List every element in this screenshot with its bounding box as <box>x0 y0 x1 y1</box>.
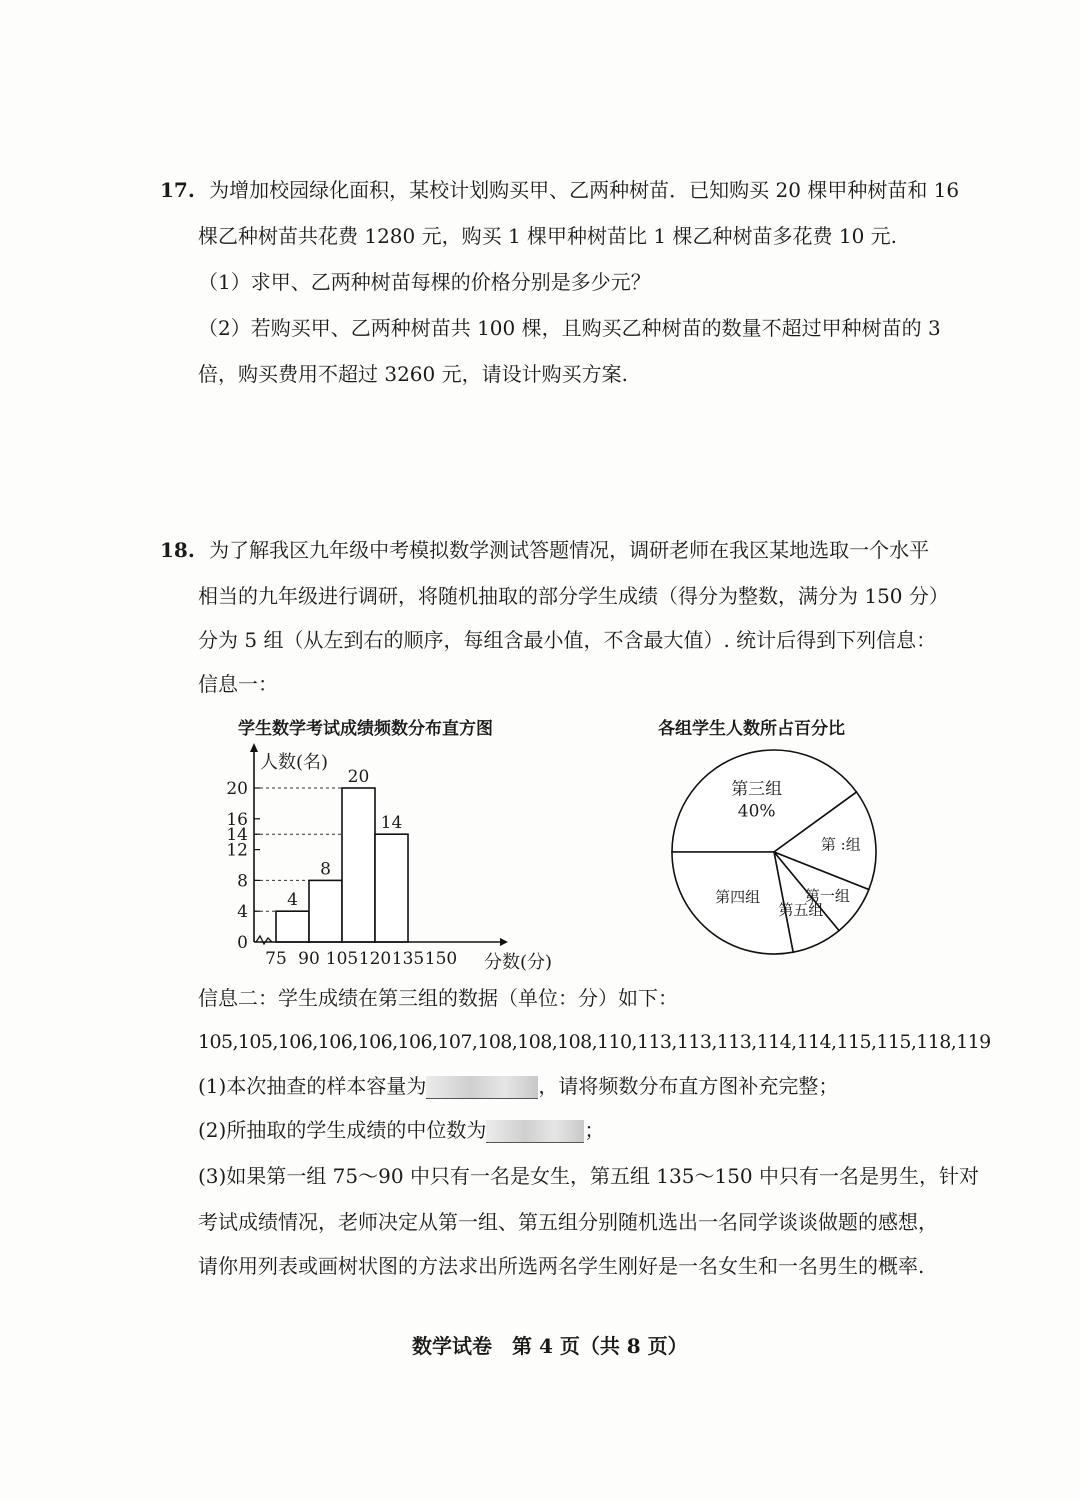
q17-number: 17. <box>160 178 195 202</box>
x-tick-label: 120 <box>358 949 392 969</box>
q18-line-1 <box>160 538 929 562</box>
q18-stem-3: 分为 5 组（从左到右的顺序，每组含最小值，不含最大值）. 统计后得到下列信息： <box>198 628 937 652</box>
pie-slice-label: 第 :组 <box>820 835 861 854</box>
histogram-chart <box>220 740 580 975</box>
bar-value-label: 20 <box>347 767 370 787</box>
q18-stem-1: 为了解我区九年级中考模拟数学测试答题情况，调研老师在我区某地选取一个水平 <box>209 538 930 562</box>
answer-blank-median <box>486 1120 584 1143</box>
y-tick-label: 20 <box>226 779 248 799</box>
q18-sub-1-text-a: (1)本次抽查的样本容量为 <box>198 1074 427 1098</box>
q18-sub-3-line-3: 请你用列表或画树状图的方法求出所选两名学生刚好是一名女生和一名男生的概率. <box>198 1254 925 1278</box>
q18-number: 18. <box>160 538 195 562</box>
q18-sub-2-text-a: (2)所抽取的学生成绩的中位数为 <box>198 1118 487 1142</box>
pie-chart <box>660 740 910 970</box>
y-axis-arrow <box>250 743 258 752</box>
q18-stem-2: 相当的九年级进行调研，将随机抽取的部分学生成绩（得分为整数，满分为 150 分） <box>198 584 949 608</box>
page-footer: 数学试卷 第 4 页（共 8 页） <box>412 1334 688 1358</box>
bar-value-label: 4 <box>287 890 298 911</box>
pie-slice-label: 第五组 <box>778 901 824 920</box>
x-tick-label: 75 <box>265 949 287 969</box>
x-axis-arrow <box>500 938 508 946</box>
x-tick-label: 150 <box>424 949 458 969</box>
x-tick-label: 135 <box>391 949 425 969</box>
y-tick-label: 16 <box>226 809 248 830</box>
y-tick-label: 4 <box>237 902 248 923</box>
q18-info-1-label: 信息一： <box>198 672 278 696</box>
y-tick-label: 8 <box>237 871 248 892</box>
q18-sub-2 <box>198 1118 604 1143</box>
bar-value-label: 14 <box>380 813 403 834</box>
q18-sub-3-line-1: (3)如果第一组 75～90 中只有一名是女生，第五组 135～150 中只有一名是男生，针对 <box>198 1164 980 1188</box>
bar-value-label: 8 <box>320 859 331 880</box>
answer-blank-sample-size <box>426 1076 538 1099</box>
q18-sub-1-text-b: ，请将频数分布直方图补充完整； <box>538 1074 839 1098</box>
pie-slice-percent: 40% <box>737 801 776 822</box>
q17-stem-2: 棵乙种树苗共花费 1280 元，购买 1 棵甲种树苗比 1 棵乙种树苗多花费 10 元. <box>198 224 898 248</box>
histogram-title: 学生数学考试成绩频数分布直方图 <box>238 719 493 739</box>
pie-slice-label: 第一组 <box>804 887 850 906</box>
y-tick-label: 0 <box>237 933 248 953</box>
q18-data-list: 105,105,106,106,106,106,107,108,108,108,110,113,113,113,114,114,115,115,118,119 <box>198 1031 991 1053</box>
histogram-bar <box>309 880 342 942</box>
q17-part-2-line-2: 倍，购买费用不超过 3260 元，请设计购买方案. <box>198 362 628 386</box>
q18-sub-2-text-b: ； <box>584 1118 605 1142</box>
q17-part-1: （1）求甲、乙两种树苗每棵的价格分别是多少元？ <box>198 270 651 294</box>
x-axis-title: 分数(分) <box>484 952 553 973</box>
y-tick-label: 12 <box>226 840 248 861</box>
q17-part-2-line-1: （2）若购买甲、乙两种树苗共 100 棵，且购买乙种树苗的数量不超过甲种树苗的 3 <box>198 316 941 340</box>
pie-slice-label: 第四组 <box>715 888 761 906</box>
x-tick-label: 90 <box>298 949 320 969</box>
x-tick-label: 105 <box>325 949 359 969</box>
q18-sub-1 <box>198 1074 838 1099</box>
pie-slice-label: 第三组 <box>731 779 783 800</box>
y-tick-label: 14 <box>226 825 248 846</box>
pie-title: 各组学生人数所占百分比 <box>658 719 845 739</box>
q18-sub-3-line-2: 考试成绩情况，老师决定从第一组、第五组分别随机选出一名同学谈谈做题的感想， <box>198 1210 938 1234</box>
y-axis-title: 人数(名) <box>260 752 329 773</box>
histogram-bar <box>276 911 309 942</box>
histogram-bar <box>342 788 375 942</box>
q17-stem-1: 为增加校园绿化面积，某校计划购买甲、乙两种树苗．已知购买 20 棵甲种树苗和 16 <box>209 178 960 202</box>
histogram-bar <box>375 834 408 942</box>
q18-info-2: 信息二：学生成绩在第三组的数据（单位：分）如下： <box>198 986 678 1010</box>
q17-line-1 <box>160 178 959 202</box>
